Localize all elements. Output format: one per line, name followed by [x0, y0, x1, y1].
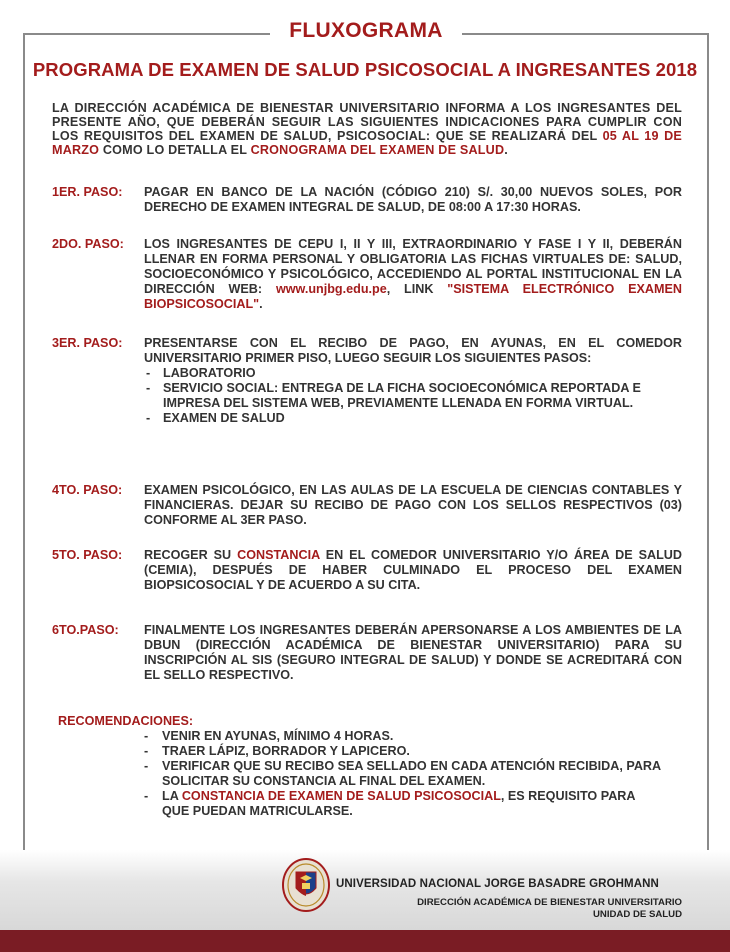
- step-5-text: EN EL COMEDOR UNIVERSITARIO Y/O ÁREA DE SALUD (CEMIA), DESPUÉS DE HABER CULMINADO EL PROCESO DEL EXAMEN BIOPSICOSOCIAL Y DE ACUERDO A SU CITA.: [144, 548, 682, 592]
- recommendations-title: RECOMENDACIONES:: [58, 714, 194, 728]
- step-text: PRESENTARSE CON EL RECIBO DE PAGO, EN AYUNAS, EN EL COMEDOR UNIVERSITARIO PRIMER PISO, LUEGO SEGUIR LOS SIGUIENTES PASOS:: [144, 336, 682, 365]
- step-text: FINALMENTE LOS INGRESANTES DEBERÁN APERSONARSE A LOS AMBIENTES DE LA DBUN (DIRECCIÓN ACADÉMICA DE BIENESTAR UNIVERSITARIO) PARA SU INSCRIPCIÓN AL SIS (SEGURO INTEGRAL DE SALUD) Y DONDE SE ACREDITARÁ CON EL SELLO RESPECTIVO.: [144, 623, 682, 682]
- rec-last-post: , ES REQUISITO PARA QUE PUEDAN MATRICULARSE.: [162, 789, 636, 818]
- recommendations-list: [144, 729, 664, 819]
- university-name: UNIVERSIDAD NACIONAL JORGE BASADRE GROHMANN: [336, 878, 659, 890]
- list-item: - EXAMEN DE SALUD: [144, 411, 682, 426]
- page-subtitle: PROGRAMA DE EXAMEN DE SALUD PSICOSOCIAL A INGRESANTES 2018: [32, 59, 698, 80]
- step-2-text: LOS INGRESANTES DE CEPU I, II Y III, EXTRAORDINARIO Y FASE I Y II, DEBERÁN LLENAR EN FORMA PERSONAL Y OBLIGATORIA LAS FICHAS VIRTUALES DE: SALUD, SOCIOECONÓMICO Y PSICOLÓGICO, ACCEDIENDO AL PORTAL INSTITUCIONAL EN LA DIRECCIÓN WEB:: [144, 237, 682, 296]
- step-5-pre: RECOGER SU: [144, 548, 238, 562]
- list-item: - LABORATORIO: [144, 366, 682, 381]
- step-4: [52, 483, 682, 528]
- intro-paragraph: [52, 101, 682, 157]
- rec-last-highlight: CONSTANCIA DE EXAMEN DE SALUD PSICOSOCIAL: [181, 789, 501, 803]
- intro-schedule-link[interactable]: CRONOGRAMA DEL EXAMEN DE SALUD: [250, 143, 505, 157]
- intro-dates: 05 AL 19 DE MARZO: [52, 129, 682, 157]
- step-label: 2DO. PASO:: [52, 237, 124, 251]
- intro-text-2: COMO LO DETALLA EL: [99, 143, 251, 157]
- step-6: [52, 623, 682, 683]
- step-text: PAGAR EN BANCO DE LA NACIÓN (CÓDIGO 210) S/. 30,00 NUEVOS SOLES, POR DERECHO DE EXAMEN INTEGRAL DE SALUD, DE 08:00 A 17:30 HORAS.: [144, 185, 682, 214]
- footer-bar: [0, 930, 730, 952]
- step-label: 3ER. PASO:: [52, 336, 123, 350]
- step-3-bullets: [144, 366, 682, 426]
- list-item: - VENIR EN AYUNAS, MÍNIMO 4 HORAS.: [144, 729, 664, 744]
- step-1: [52, 185, 682, 215]
- step-3: [52, 336, 682, 426]
- list-item: [144, 789, 664, 819]
- step-2: [52, 237, 682, 312]
- step-2-end: .: [259, 297, 263, 311]
- web-url-link[interactable]: www.unjbg.edu.pe: [275, 282, 387, 296]
- step-label: 1ER. PASO:: [52, 185, 123, 199]
- list-item: - SERVICIO SOCIAL: ENTREGA DE LA FICHA SOCIOECONÓMICA REPORTADA E IMPRESA DEL SISTEMA WEB, PREVIAMENTE LLENADA EN FORMA VIRTUAL.: [144, 381, 682, 411]
- step-label: 4TO. PASO:: [52, 483, 123, 497]
- unit-name: UNIDAD DE SALUD: [592, 909, 682, 920]
- step-label: 6TO.PASO:: [52, 623, 119, 637]
- step-text: [144, 548, 682, 593]
- step-5: [52, 548, 682, 593]
- direction-block: [417, 897, 682, 921]
- list-item: - VERIFICAR QUE SU RECIBO SEA SELLADO EN CADA ATENCIÓN RECIBIDA, PARA SOLICITAR SU CONSTANCIA AL FINAL DEL EXAMEN.: [144, 759, 664, 789]
- intro-text: LA DIRECCIÓN ACADÉMICA DE BIENESTAR UNIVERSITARIO INFORMA A LOS INGRESANTES DEL PRESENTE AÑO, QUE DEBERÁN SEGUIR LAS SIGUIENTES INDICACIONES PARA CUMPLIR CON LOS REQUISITOS DEL EXAMEN DE SALUD, PSICOSOCIAL: QUE SE REALIZARÁ DEL: [52, 101, 682, 143]
- step-text: [144, 237, 682, 312]
- direction-name: DIRECCIÓN ACADÉMICA DE BIENESTAR UNIVERSITARIO: [417, 897, 682, 908]
- rec-last-pre: LA: [162, 789, 182, 803]
- system-link[interactable]: "SISTEMA ELECTRÓNICO EXAMEN BIOPSICOSOCIAL": [144, 282, 682, 311]
- list-item: - TRAER LÁPIZ, BORRADOR Y LAPICERO.: [144, 744, 664, 759]
- step-label: 5TO. PASO:: [52, 548, 123, 562]
- intro-end: .: [504, 143, 508, 157]
- page-title: FLUXOGRAMA: [270, 19, 462, 47]
- step-2-text-2: , LINK: [386, 282, 448, 296]
- step-text: EXAMEN PSICOLÓGICO, EN LAS AULAS DE LA ESCUELA DE CIENCIAS CONTABLES Y FINANCIERAS. DEJAR SU RECIBO DE PAGO CON LOS SELLOS RESPECTIVOS (03) CONFORME AL 3ER PASO.: [144, 483, 682, 527]
- step-5-highlight: CONSTANCIA: [237, 548, 320, 562]
- university-seal-icon: [282, 858, 330, 912]
